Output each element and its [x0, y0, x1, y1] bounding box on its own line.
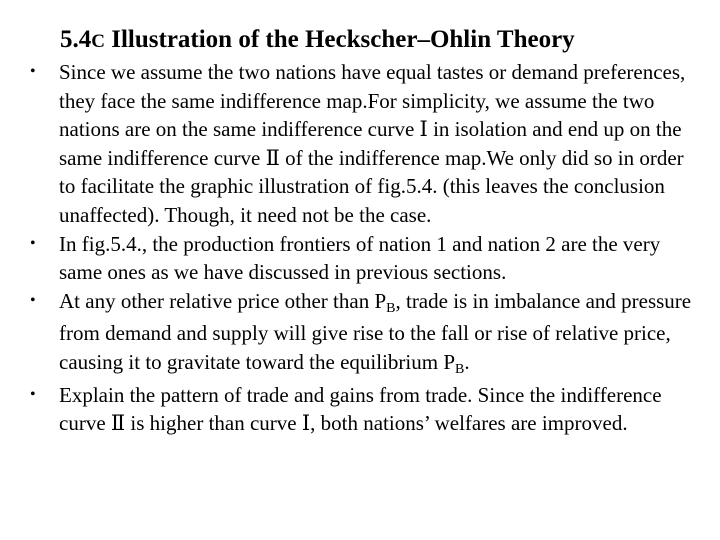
bullet-text-part: . [464, 349, 470, 374]
bullet-text: In fig.5.4., the production frontiers of nation 1 and nation 2 are the very same ones as we have discussed in previous sections. [59, 231, 661, 285]
bullet-item [30, 230, 700, 287]
bullet-item [30, 381, 700, 438]
bullet-text: Since we assume the two nations have equal tastes or demand preferences, they face the same indifference map.For simplicity, we assume the two nations are on the same indifference curve Ⅰ in isolation and end up on the same indifference curve Ⅱ of the indifference map.We only did so in order to facilitate the graphic illustration of fig.5.4. (this leaves the conclusion unaffected). Though, it need not be the case. [59, 60, 686, 227]
title-letter-c: C [91, 31, 105, 52]
bullet-dot-icon: • [30, 234, 36, 252]
bullet-item [30, 287, 700, 381]
bullet-dot-icon: • [30, 385, 36, 403]
bullet-text: Explain the pattern of trade and gains from trade. Since the indifference curve Ⅱ is higher than curve Ⅰ, both nations’ welfares are improved. [59, 382, 662, 436]
bullet-dot-icon: • [30, 63, 36, 80]
subscript-b: B [386, 300, 396, 316]
bullet-text-part: , trade is in imbalance and pressure from demand and supply will give rise to the fall or rise of relative price, causing it to gravitate toward the equilibrium P [59, 288, 692, 374]
bullet-dot-icon: • [30, 291, 36, 309]
subscript-b: B [455, 361, 465, 377]
title-text: Illustration of the Heckscher–Ohlin Theory [104, 26, 575, 53]
bullet-text-part: At any other relative price other than P [59, 288, 387, 313]
bullet-item [30, 58, 700, 230]
bullet-list [30, 58, 700, 438]
slide-title [60, 24, 575, 58]
bullet-text [59, 288, 692, 377]
title-prefix: 5.4 [60, 26, 92, 53]
